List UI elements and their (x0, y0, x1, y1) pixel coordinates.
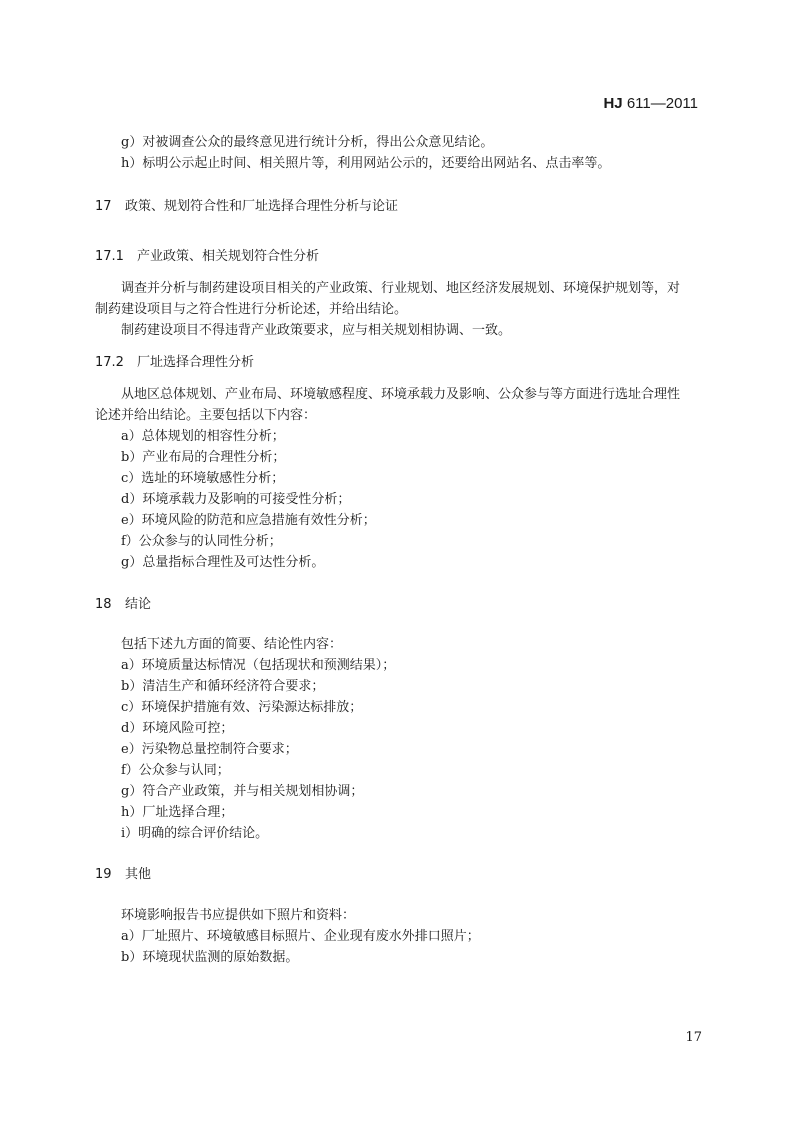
section-number: 17.2 (95, 355, 124, 370)
list-item: f）公众参与的认同性分析； (121, 534, 282, 549)
list-item: g）总量指标合理性及可达性分析。 (121, 555, 325, 570)
section-title: 产业政策、相关规划符合性分析 (137, 249, 320, 264)
paragraph: 制药建设项目不得违背产业政策要求，应与相关规划相协调、一致。 (121, 323, 512, 338)
list-item: b）环境现状监测的原始数据。 (121, 950, 299, 965)
section-title: 其他 (125, 867, 152, 882)
list-item: i）明确的综合评价结论。 (121, 826, 269, 841)
section-number: 17 (95, 199, 112, 214)
list-item: a）总体规划的相容性分析； (121, 429, 285, 444)
document-code-number: 611—2011 (622, 95, 698, 112)
list-item: c）选址的环境敏感性分析； (121, 471, 285, 486)
list-item: d）环境承载力及影响的可接受性分析； (121, 492, 351, 507)
list-item: g）对被调查公众的最终意见进行统计分析，得出公众意见结论。 (121, 135, 494, 150)
document-code-prefix: HJ (603, 95, 623, 112)
section-title: 政策、规划符合性和厂址选择合理性分析与论证 (125, 199, 399, 214)
list-item: d）环境风险可控； (121, 721, 234, 736)
list-item: a）厂址照片、环境敏感目标照片、企业现有废水外排口照片； (121, 929, 480, 944)
paragraph-line: 论述并给出结论。主要包括以下内容： (95, 408, 317, 423)
section-number: 18 (95, 597, 112, 612)
page-number: 17 (685, 1030, 702, 1045)
list-item: e）污染物总量控制符合要求； (121, 742, 298, 757)
paragraph-line: 从地区总体规划、产业布局、环境敏感程度、环境承载力及影响、公众参与等方面进行选址合理性 (121, 387, 681, 402)
list-item: c）环境保护措施有效、污染源达标排放； (121, 700, 363, 715)
paragraph-line: 制药建设项目与之符合性进行分析论述，并给出结论。 (95, 302, 408, 317)
paragraph-line: 调查并分析与制药建设项目相关的产业政策、行业规划、地区经济发展规划、环境保护规划等，对 (121, 281, 681, 296)
list-item: h）标明公示起止时间、相关照片等，利用网站公示的，还要给出网站名、点击率等。 (121, 156, 611, 171)
paragraph: 环境影响报告书应提供如下照片和资料： (121, 908, 356, 923)
section-heading-17-2 (95, 354, 254, 372)
section-heading-18 (95, 596, 151, 614)
section-heading-19 (95, 866, 151, 884)
section-heading-17 (95, 198, 398, 216)
section-heading-17-1 (95, 248, 319, 266)
list-item: g）符合产业政策，并与相关规划相协调； (121, 784, 364, 799)
paragraph: 包括下述九方面的简要、结论性内容： (121, 637, 343, 652)
section-title: 厂址选择合理性分析 (137, 355, 255, 370)
list-item: b）产业布局的合理性分析； (121, 450, 286, 465)
list-item: e）环境风险的防范和应急措施有效性分析； (121, 513, 376, 528)
section-title: 结论 (125, 597, 152, 612)
list-item: h）厂址选择合理； (121, 805, 234, 820)
document-code-header (603, 95, 698, 112)
list-item: b）清洁生产和循环经济符合要求； (121, 679, 325, 694)
section-number: 17.1 (95, 249, 124, 264)
list-item: f）公众参与认同； (121, 763, 230, 778)
list-item: a）环境质量达标情况（包括现状和预测结果）； (121, 658, 396, 673)
section-number: 19 (95, 867, 112, 882)
